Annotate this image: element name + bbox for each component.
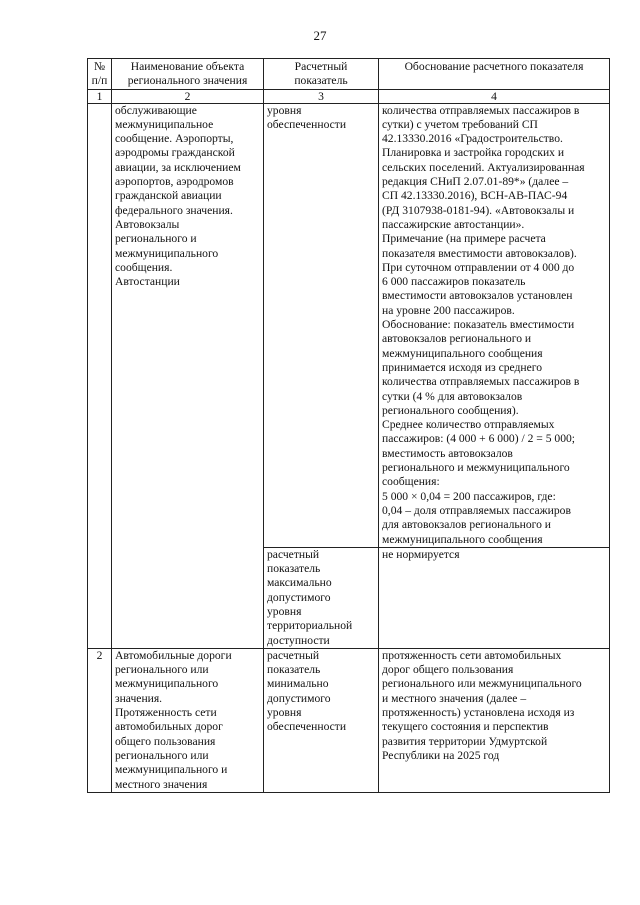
row1-indicator-b: расчетный показатель максимально допустимого уровня территориальной доступности bbox=[264, 547, 379, 648]
header-name: Наименование объекта регионального значения bbox=[112, 59, 264, 90]
column-number-2: 2 bbox=[112, 89, 264, 103]
column-number-4: 4 bbox=[379, 89, 610, 103]
table-header-row bbox=[88, 59, 610, 90]
table-row bbox=[88, 103, 610, 547]
row2-name: Автомобильные дороги регионального или межмуниципального значения. Протяженность сети автомобильных дорог общего пользования регионального или межмуниципального и местного значения bbox=[112, 648, 264, 792]
table-row bbox=[88, 648, 610, 792]
column-number-3: 3 bbox=[264, 89, 379, 103]
row2-indicator: расчетный показатель минимально допустимого уровня обеспеченности bbox=[264, 648, 379, 792]
header-num: № п/п bbox=[88, 59, 112, 90]
standards-table bbox=[87, 58, 610, 793]
header-justification: Обоснование расчетного показателя bbox=[379, 59, 610, 90]
row1-justification-a: количества отправляемых пассажиров в сутки) с учетом требований СП 42.13330.2016 «Градостроительство. Планировка и застройка городских и сельских поселений. Актуализированная редакция СНиП 2.07.01-89*» (далее – СП 42.13330.2016), ВСН-АВ-ПАС-94 (РД 3107938-0181-94). «Автовокзалы и пассажирские автостанции». Примечание (на примере расчета показателя вместимости автовокзалов). При суточном отправлении от 4 000 до 6 000 пассажиров показатель вместимости автовокзалов установлен на уровне 200 пассажиров. Обоснование: показатель вместимости автовокзалов регионального и межмуниципального сообщения принимается исходя из среднего количества отправляемых пассажиров в сутки (4 % для автовокзалов регионального сообщения). Среднее количество отправляемых пассажиров: (4 000 + 6 000) / 2 = 5 000; вместимость автовокзалов регионального и межмуниципального сообщения: 5 000 × 0,04 = 200 пассажиров, где: 0,04 – доля отправляемых пассажиров для автовокзалов регионального и межмуниципального сообщения bbox=[379, 103, 610, 547]
header-indicator: Расчетный показатель bbox=[264, 59, 379, 90]
row2-justification: протяженность сети автомобильных дорог общего пользования регионального или межмуниципального и местного значения (далее – протяженность) установлена исходя из текущего состояния и перспектив развития территории Удмуртской Республики на 2025 год bbox=[379, 648, 610, 792]
column-number-row bbox=[88, 89, 610, 103]
row1-justification-b: не нормируется bbox=[379, 547, 610, 648]
row1-indicator-a: уровня обеспеченности bbox=[264, 103, 379, 547]
column-number-1: 1 bbox=[88, 89, 112, 103]
row2-num: 2 bbox=[88, 648, 112, 792]
row1-name: обслуживающие межмуниципальное сообщение. Аэропорты, аэродромы гражданской авиации, за исключением аэропортов, аэродромов гражданской авиации федерального значения. Автовокзалы регионального и межмуниципального сообщения. Автостанции bbox=[112, 103, 264, 648]
page-number: 27 bbox=[313, 28, 327, 43]
row1-num bbox=[88, 103, 112, 648]
